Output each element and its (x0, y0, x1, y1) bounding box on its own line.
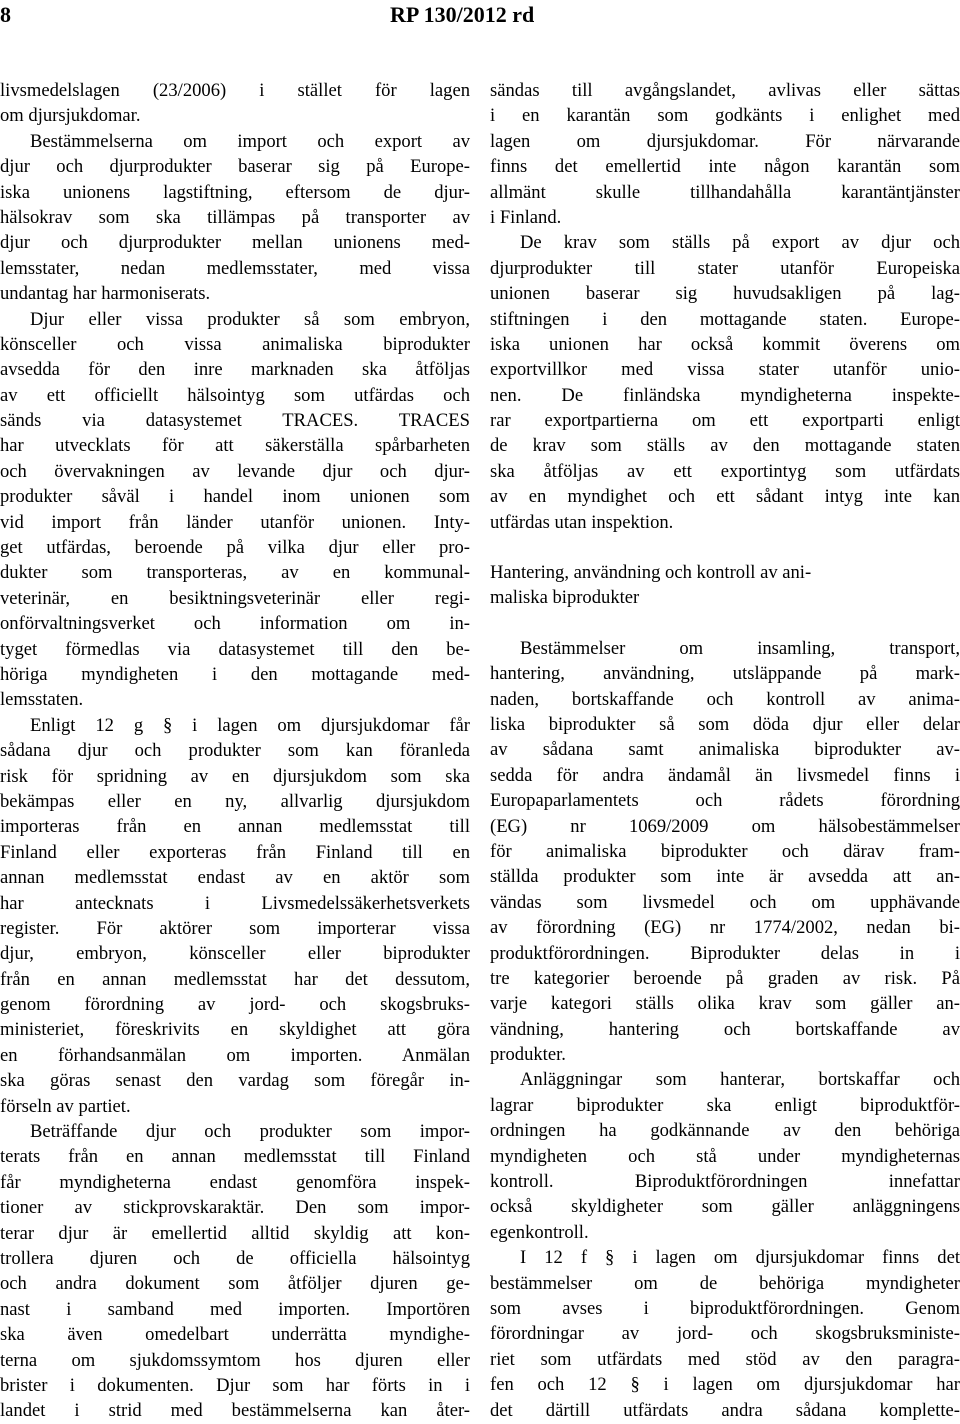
right-text-column (490, 78, 960, 1423)
section-gap (490, 611, 960, 636)
running-title: RP 130/2012 rd (390, 2, 535, 27)
text-line: iska unionens lagstiftning, eftersom de djur- (0, 181, 470, 203)
text-line: register. För aktörer som importerar vissa (0, 917, 470, 939)
text-line: ministeriet, föreskrivits en skyldighet att göra (0, 1019, 470, 1041)
text-line: lemsstater, nedan medlemsstater, med vissa (0, 257, 470, 279)
text-line: lagrar biprodukter ska enligt biproduktför- (490, 1094, 960, 1116)
text-line: vid import från länder utanför unionen. Inty- (0, 511, 470, 533)
text-line: sedda för andra ändamål än livsmedel finns i (490, 764, 960, 786)
text-line: djur, embryon, könsceller eller biprodukter (0, 943, 470, 965)
text-line: genom förordning av jord- och skogsbruks- (0, 994, 470, 1016)
text-line: från en annan medlemsstat har det dessutom, (0, 968, 470, 990)
text-line: I 12 f § i lagen om djursjukdomar finns det (520, 1247, 960, 1269)
text-line: terar djur är emellertid alltid skyldig att kon- (0, 1222, 470, 1244)
text-line: sådana djur och produkter som kan föranleda (0, 740, 470, 762)
text-line: Enligt 12 g § i lagen om djursjukdomar får (30, 714, 470, 736)
text-line: finns det emellertid inte någon karantän som (490, 156, 960, 178)
page-number: 8 (0, 2, 11, 27)
text-line: av sådana samt animaliska biprodukter av- (490, 739, 960, 761)
text-line: dukter som transporteras, av en kommunal- (0, 562, 470, 584)
text-line: djur och djurprodukter baserar sig på Europe- (0, 156, 470, 178)
text-line: bekämpas eller en ny, allvarlig djursjukdom (0, 790, 470, 812)
text-line: naden, bortskaffande och kontroll av anima- (490, 688, 960, 710)
text-line: vändas som livsmedel och om upphävande (490, 891, 960, 913)
text-line: terats från en annan medlemsstat till Finland (0, 1146, 470, 1168)
text-line: annan medlemsstat endast av en aktör som (0, 867, 470, 889)
text-line: rar exportpartierna om ett exportparti enligt (490, 410, 960, 432)
text-line: har utvecklats för att säkerställa spårbarheten (0, 435, 470, 457)
text-line: vändning, hantering och bortskaffande av (490, 1018, 960, 1040)
text-line: Beträffande djur och produkter som impor- (30, 1121, 470, 1143)
text-line: iska unionen har också kommit överens om (490, 333, 960, 355)
text-line: Hantering, användning och kontroll av ani- (490, 562, 812, 584)
text-line: exportvillkor med vissa stater utanför unio- (490, 359, 960, 381)
text-line: riet som utfärdats med stöd av den paragra- (490, 1348, 960, 1370)
text-line: De krav som ställs på export av djur och (520, 232, 960, 254)
text-line: Djur eller vissa produkter så som embryon, (30, 308, 470, 330)
text-line: i en karantän som godkänts i enlighet med (490, 105, 960, 127)
text-line: könsceller och vissa animaliska biprodukter (0, 333, 470, 355)
text-line: Europaparlamentets och rådets förordning (490, 790, 960, 812)
text-line: Bestämmelser om insamling, transport, (520, 637, 960, 659)
text-line: liska biprodukter så som döda djur eller delar (490, 713, 960, 735)
text-line: terna om sjukdomssymtom hos djuren eller (0, 1349, 470, 1371)
text-line: unionen baserar sig huvudsakligen på lag- (490, 283, 960, 305)
text-line: förseln av partiet. (0, 1095, 131, 1117)
text-line: risk för spridning av en djursjukdom som ska (0, 765, 470, 787)
text-line: tre kategorier beroende på graden av risk. På (490, 967, 960, 989)
text-line: Bestämmelserna om import och export av (30, 130, 470, 152)
text-line: ska göras senast den vardag som föregår in- (0, 1070, 470, 1092)
text-line: produktförordningen. Biprodukter delas in i (490, 942, 960, 964)
text-line: av ett officiellt hälsointyg som utfärdas och (0, 384, 470, 406)
text-line: Finland eller exporteras från Finland till en (0, 841, 470, 863)
text-line: ordningen ha godkännande av den behöriga (490, 1120, 960, 1142)
text-line: trollera djuren och de officiella hälsointyg (0, 1247, 470, 1269)
text-line: och andra dokument som åtföljer djuren ge- (0, 1273, 470, 1295)
text-line: det därtill utfärdats andra sådana komplette- (490, 1399, 960, 1421)
text-line: lemsstaten. (0, 689, 84, 711)
text-line: undantag har harmoniserats. (0, 283, 211, 305)
text-line: djur och djurprodukter mellan unionens med- (0, 232, 470, 254)
text-line: höriga myndigheten i den mottagande med- (0, 663, 470, 685)
text-line: förordningar av jord- och skogsbruksministe- (490, 1323, 960, 1345)
text-line: Anläggningar som hanterar, bortskaffar och (520, 1069, 960, 1091)
text-line: har antecknats i Livsmedelssäkerhetsverkets (0, 892, 470, 914)
text-line: maliska biprodukter (490, 587, 640, 609)
text-line: avsedda för den inre marknaden ska åtföljas (0, 359, 470, 381)
text-line: veterinär, en besiktningsveterinär eller regi- (0, 587, 470, 609)
text-line: lagen om djursjukdomar. För närvarande (490, 130, 960, 152)
text-line: nen. De finländska myndigheterna inspekte- (490, 384, 960, 406)
text-line: varje kategori ställs olika krav som gäller an- (490, 993, 960, 1015)
left-text-column (0, 78, 470, 1424)
text-line: sändas till avgångslandet, avlivas eller sättas (490, 80, 960, 101)
text-line: av förordning (EG) nr 1774/2002, nedan bi- (490, 917, 960, 939)
text-line: ska åtföljas av ett exportintyg som utfärdats (490, 460, 960, 482)
text-line: hälsokrav som ska tillämpas på transporter av (0, 206, 470, 228)
text-line: tioner av stickprovskaraktär. Den som impor- (0, 1197, 470, 1219)
text-line: brister i dokumenten. Djur som har förts in i (0, 1374, 470, 1396)
text-line: produkter. (490, 1044, 566, 1066)
text-line: djurprodukter till stater utanför Europeiska (490, 257, 960, 279)
text-line: nast i samband med importen. Importören (0, 1298, 470, 1320)
text-line: tyget förmedlas via datasystemet till den be- (0, 638, 470, 660)
text-line: också skyldigheter som gäller anläggningens (490, 1196, 960, 1218)
text-line: som avses i biproduktförordningen. Genom (490, 1297, 960, 1319)
text-line: i Finland. (490, 206, 562, 228)
text-line: egenkontroll. (490, 1221, 589, 1243)
text-line: av en myndighet och ett sådant intyg inte kan (490, 486, 960, 508)
text-line: utfärdas utan inspektion. (490, 511, 674, 533)
text-line: landet i strid med bestämmelserna kan åter- (0, 1400, 470, 1422)
text-line: får myndigheterna endast genomföra inspek- (0, 1171, 470, 1193)
text-line: livsmedelslagen (23/2006) i stället för lagen (0, 80, 470, 101)
text-line: stiftningen i den mottagande staten. Europe- (490, 308, 960, 330)
text-line: ska även omedelbart underrätta myndighe- (0, 1324, 470, 1346)
text-line: kontroll. Biproduktförordningen innefattar (490, 1171, 960, 1193)
text-line: sänds via datasystemet TRACES. TRACES (0, 410, 470, 432)
text-line: och övervakningen av levande djur och djur- (0, 460, 470, 482)
text-line: hantering, användning, utsläppande på mark- (490, 663, 960, 685)
text-line: en förhandsanmälan om importen. Anmälan (0, 1044, 470, 1066)
text-line: ställda produkter som inte är avsedda att an- (490, 866, 960, 888)
text-line: importeras från en annan medlemsstat till (0, 816, 470, 838)
text-line: fen och 12 § i lagen om djursjukdomar har (490, 1374, 960, 1396)
text-line: onförvaltningsverket och information om in- (0, 613, 470, 635)
text-line: get utfärdas, beroende på vilka djur eller pro- (0, 537, 470, 559)
text-line: om djursjukdomar. (0, 105, 141, 127)
text-line: produkter såväl i handel inom unionen som (0, 486, 470, 508)
text-line: (EG) nr 1069/2009 om hälsobestämmelser (490, 815, 960, 837)
text-line: myndigheten och stå under myndigheternas (490, 1145, 960, 1167)
text-line: bestämmelser om de behöriga myndigheter (490, 1272, 960, 1294)
text-line: för animaliska biprodukter och därav fram- (490, 840, 960, 862)
section-gap (490, 535, 960, 560)
text-line: allmänt skulle tillhandahålla karantäntjänster (490, 181, 960, 203)
text-line: de krav som ställs av den mottagande staten (490, 435, 960, 457)
